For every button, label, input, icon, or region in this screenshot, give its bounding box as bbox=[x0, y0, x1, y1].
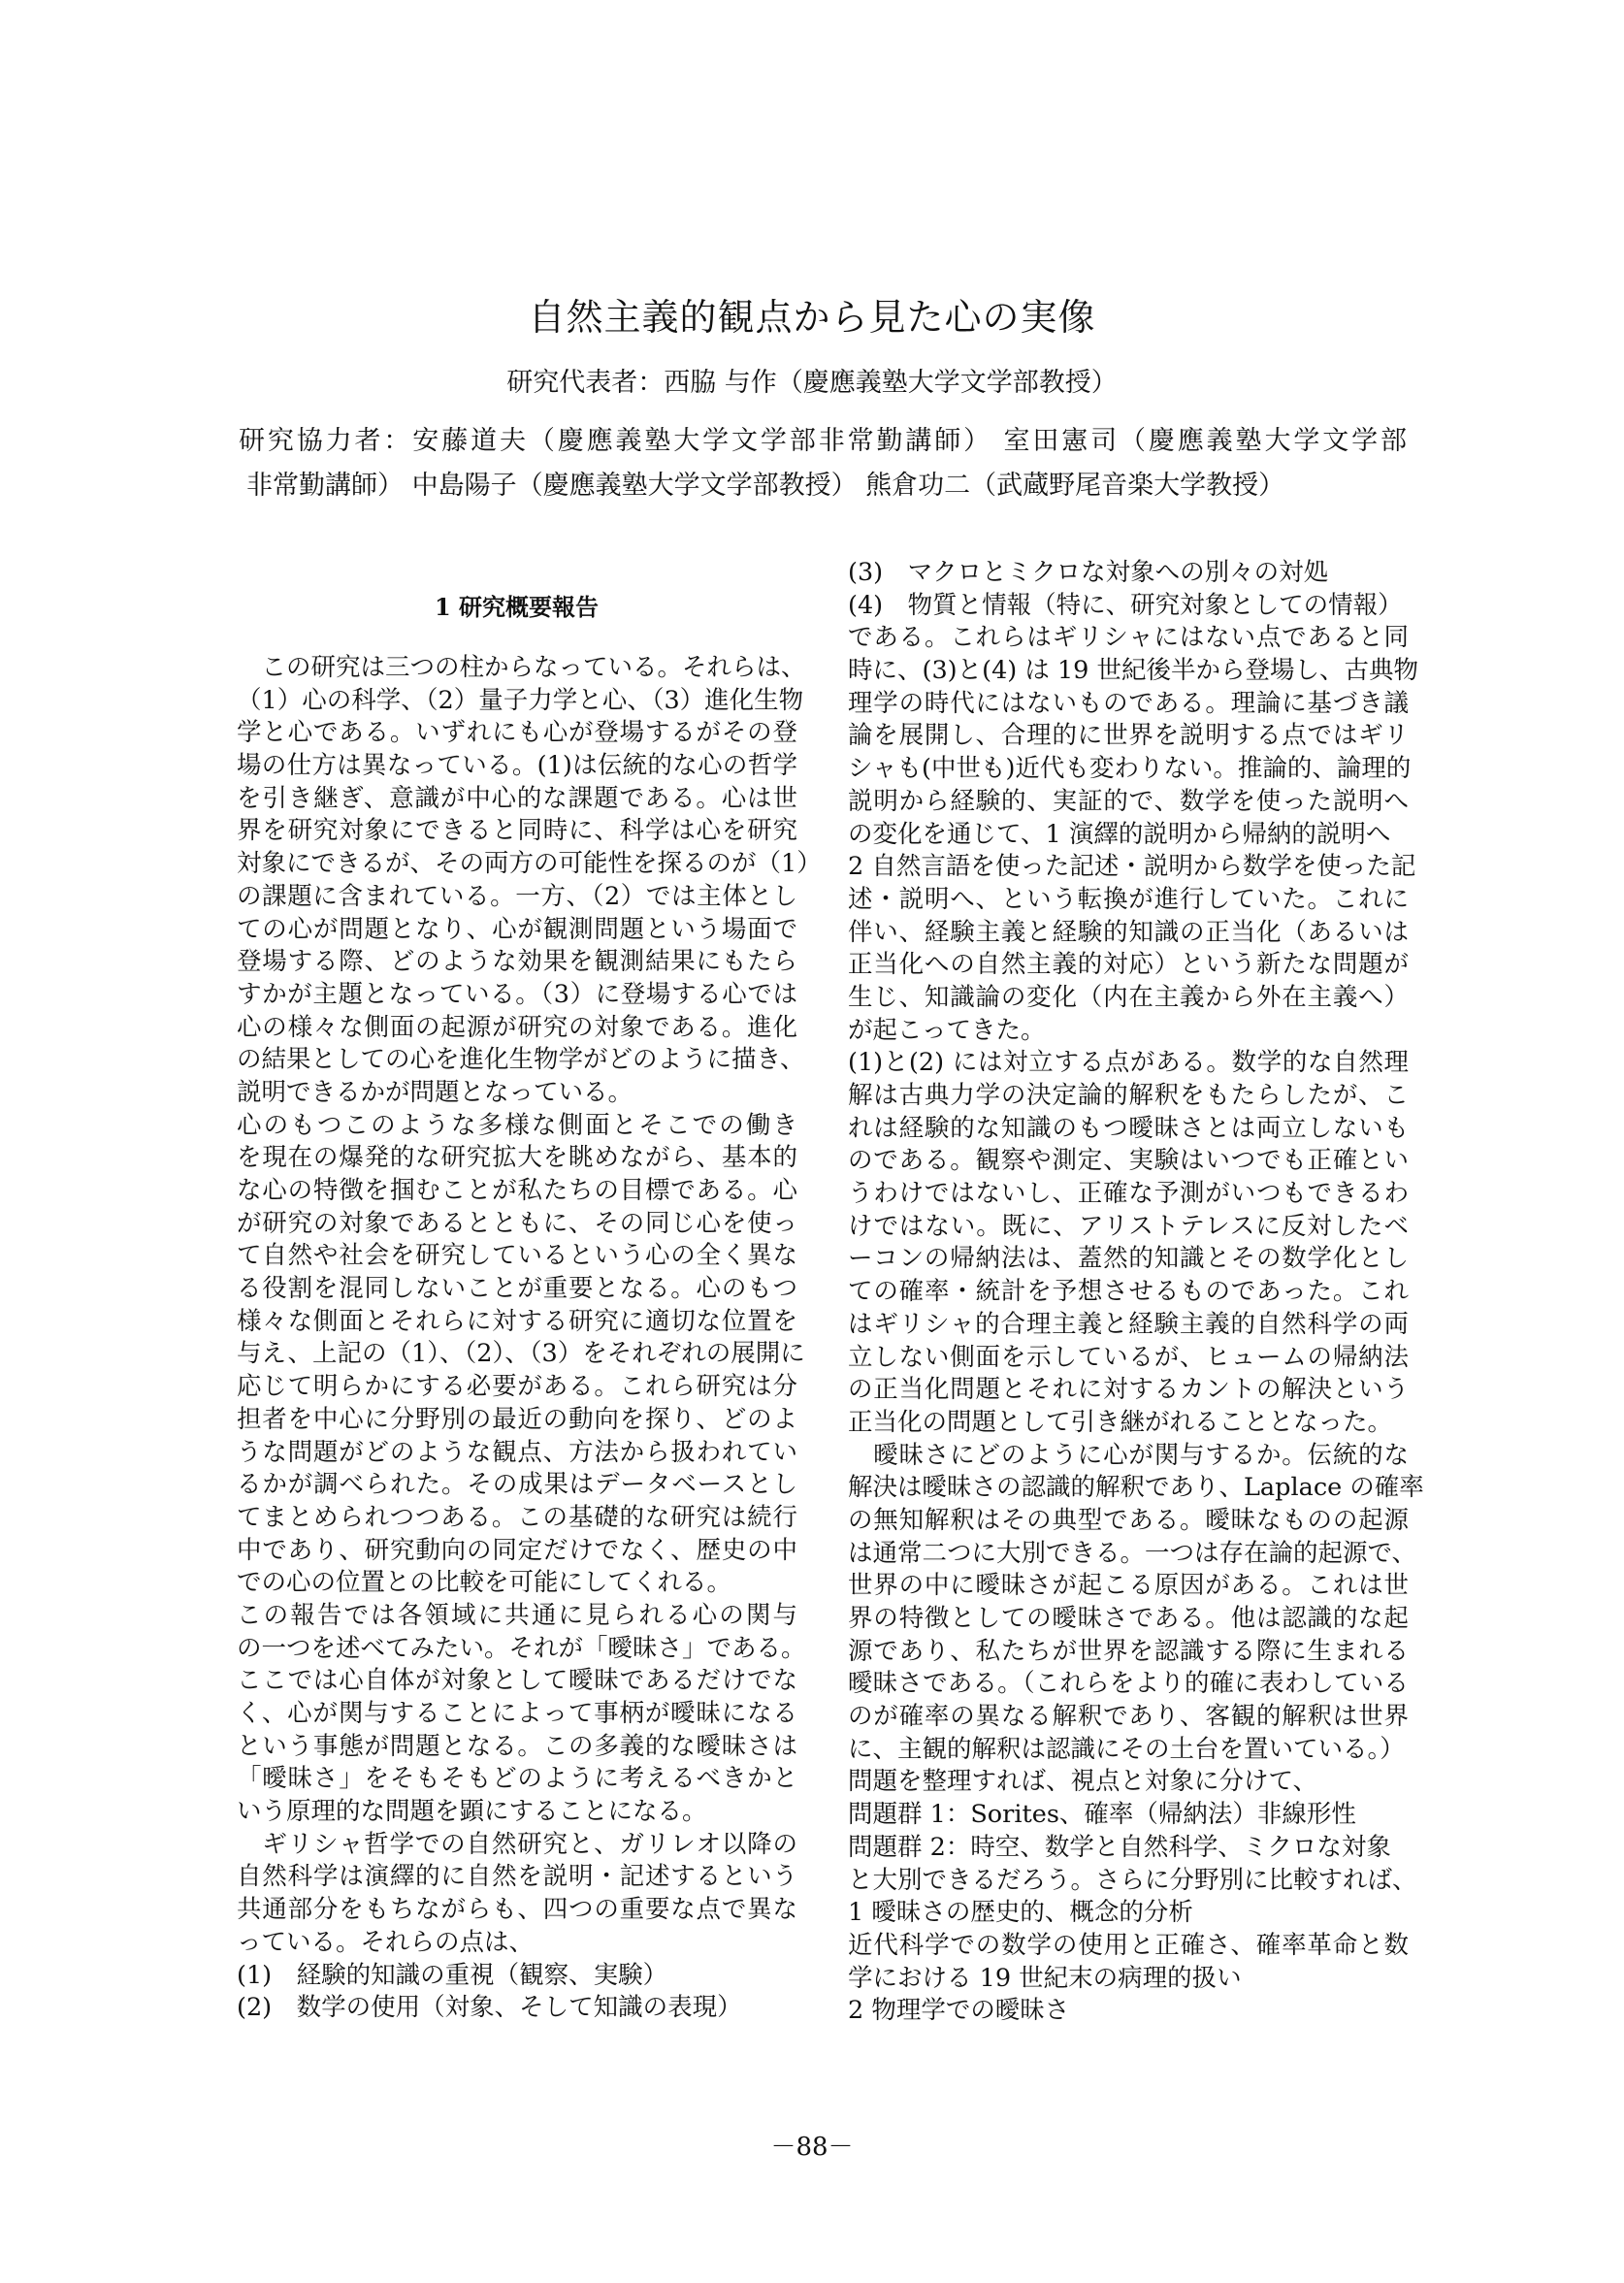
text-line: れは経験的な知識のもつ曖昧さとは両立しないも bbox=[848, 1113, 1409, 1143]
collaborators-line-1: 研究協力者：安藤道夫（慶應義塾大学文学部非常勤講師） 室田憲司（慶應義塾大学文学部 bbox=[239, 426, 1407, 456]
text-line: の変化を通じて、1 演繹的説明から帰納的説明へ bbox=[848, 819, 1391, 849]
text-line: 1 曖昧さの歴史的、概念的分析 bbox=[848, 1898, 1193, 1928]
text-line: 2 自然言語を使った記述・説明から数学を使った記 bbox=[848, 852, 1416, 882]
text-line: 理学の時代にはないものである。理論に基づき議 bbox=[848, 688, 1409, 718]
text-line: (1)と(2) には対立する点がある。数学的な自然理 bbox=[848, 1048, 1409, 1078]
right-column bbox=[848, 557, 1424, 2028]
text-line: (1) 経験的知識の重視（観察、実験） bbox=[237, 1960, 668, 1990]
text-line: (3) マクロとミクロな対象への別々の対処 bbox=[848, 558, 1329, 587]
text-line: での心の位置との比較を可能にしてくれる。 bbox=[237, 1568, 732, 1598]
text-line: のが確率の異なる解釈であり、客観的解釈は世界 bbox=[848, 1702, 1409, 1732]
text-line: 「曖昧さ」をそもそもどのように考えるべきかと bbox=[237, 1764, 797, 1794]
text-line: 曖昧さである。（これらをより的確に表わしている bbox=[848, 1669, 1409, 1699]
text-line: はギリシャ的合理主義と経験主義的自然科学の両 bbox=[848, 1309, 1409, 1339]
text-line: 論を展開し、合理的に世界を説明する点ではギリ bbox=[848, 721, 1409, 751]
text-line: いう原理的な問題を顕にすることになる。 bbox=[237, 1797, 707, 1827]
text-line: 生じ、知識論の変化（内在主義から外在主義へ） bbox=[848, 982, 1409, 1012]
text-line: に、主観的解釈は認識にその土台を置いている。） bbox=[848, 1734, 1405, 1764]
text-line: うわけではないし、正確な予測がいつもできるわ bbox=[848, 1179, 1409, 1209]
text-line: 近代科学での数学の使用と正確さ、確率革命と数 bbox=[848, 1930, 1409, 1960]
text-line: 心の様々な側面の起源が研究の対象である。進化 bbox=[237, 1012, 797, 1042]
text-line: が起こってきた。 bbox=[848, 1015, 1046, 1045]
text-line: 立しない側面を示しているが、ヒュームの帰納法 bbox=[848, 1342, 1409, 1372]
principal-investigator: 研究代表者：西脇 与作（慶應義塾大学文学部教授） bbox=[506, 368, 1118, 398]
text-line: 源であり、私たちが世界を認識する際に生まれる bbox=[848, 1636, 1409, 1666]
text-line: 場の仕方は異なっている。(1)は伝統的な心の哲学 bbox=[237, 751, 797, 781]
text-line: という事態が問題となる。この多義的な曖昧さは bbox=[237, 1731, 797, 1761]
text-line: ーコンの帰納法は、蓋然的知識とその数学化とし bbox=[848, 1244, 1409, 1274]
text-line: ての心が問題となり、心が観測問題という場面で bbox=[237, 914, 797, 944]
text-line: 与え、上記の（1）、（2）、（3）をそれぞれの展開に bbox=[237, 1339, 805, 1369]
text-line: 界を研究対象にできると同時に、科学は心を研究 bbox=[237, 816, 797, 846]
text-line: 説明から経験的、実証的で、数学を使った説明へ bbox=[848, 786, 1409, 816]
text-line: 解決は曖昧さの認識的解釈であり、Laplace の確率 bbox=[848, 1473, 1424, 1503]
text-line: （1）心の科学、（2）量子力学と心、（3）進化生物 bbox=[237, 685, 804, 715]
text-line: この研究は三つの柱からなっている。それらは、 bbox=[237, 653, 806, 682]
text-line: けではない。既に、アリストテレスに反対したベ bbox=[848, 1211, 1409, 1241]
text-line: 対象にできるが、その両方の可能性を探るのが（1） bbox=[237, 849, 822, 879]
text-line: のである。観察や測定、実験はいつでも正確とい bbox=[848, 1146, 1409, 1176]
text-line: 時に、(3)と(4) は 19 世紀後半から登場し、古典物 bbox=[848, 656, 1419, 686]
text-line: (4) 物質と情報（特に、研究対象としての情報） bbox=[848, 590, 1403, 620]
text-line: が研究の対象であるとともに、その同じ心を使っ bbox=[237, 1208, 797, 1238]
text-line: 共通部分をもちながらも、四つの重要な点で異な bbox=[237, 1895, 797, 1925]
collaborators-line-2: 非常勤講師） 中島陽子（慶應義塾大学文学部教授） 熊倉功二（武蔵野尾音楽大学教授） bbox=[246, 471, 1285, 501]
text-line: てまとめられつつある。この基礎的な研究は続行 bbox=[237, 1502, 797, 1532]
text-line: 応じて明らかにする必要がある。これら研究は分 bbox=[237, 1372, 797, 1402]
text-line: の正当化問題とそれに対するカントの解決という bbox=[848, 1375, 1409, 1405]
text-line: て自然や社会を研究しているという心の全く異な bbox=[237, 1241, 797, 1271]
page-number: －88－ bbox=[770, 2133, 854, 2162]
text-line: と大別できるだろう。さらに分野別に比較すれば、 bbox=[848, 1865, 1417, 1895]
text-line: 学における 19 世紀末の病理的扱い bbox=[848, 1963, 1242, 1993]
text-line: シャも(中世も)近代も変わりない。推論的、論理的 bbox=[848, 754, 1412, 784]
text-line: を引き継ぎ、意識が中心的な課題である。心は世 bbox=[237, 783, 797, 813]
text-line: 問題群 1：Sorites、確率（帰納法）非線形性 bbox=[848, 1800, 1356, 1830]
text-line: く、心が関与することによって事柄が曖昧になる bbox=[237, 1699, 797, 1728]
text-line: (2) 数学の使用（対象、そして知識の表現） bbox=[237, 1993, 742, 2023]
text-line: 問題を整理すれば、視点と対象に分けて、 bbox=[848, 1767, 1317, 1797]
text-line: の一つを述べてみたい。それが「曖昧さ」である。 bbox=[237, 1633, 806, 1663]
text-line: 世界の中に曖昧さが起こる原因がある。これは世 bbox=[848, 1571, 1409, 1601]
left-column bbox=[237, 652, 822, 2025]
text-line: 様々な側面とそれらに対する研究に適切な位置を bbox=[237, 1306, 797, 1336]
text-line: は通常二つに大別できる。一つは存在論的起源で、 bbox=[848, 1538, 1416, 1568]
text-line: 2 物理学での曖昧さ bbox=[848, 1996, 1070, 2026]
text-line: 正当化の問題として引き継がれることとなった。 bbox=[848, 1407, 1393, 1437]
text-line: うな問題がどのような観点、方法から扱われてい bbox=[237, 1437, 797, 1467]
text-line: 登場する際、どのような効果を観測結果にもたら bbox=[237, 947, 797, 977]
text-line: の結果としての心を進化生物学がどのように描き、 bbox=[237, 1045, 805, 1075]
document-title: 自然主義的観点から見た心の実像 bbox=[528, 296, 1096, 339]
section-heading: 1 研究概要報告 bbox=[434, 593, 600, 621]
text-line: ここでは心自体が対象として曖昧であるだけでな bbox=[237, 1666, 797, 1696]
text-line: である。これらはギリシャにはない点であると同 bbox=[848, 623, 1409, 653]
text-line: な心の特徴を掴むことが私たちの目標である。心 bbox=[237, 1176, 797, 1205]
text-line: すかが主題となっている。（3）に登場する心では bbox=[237, 979, 797, 1009]
text-line: の課題に含まれている。一方、（2）では主体とし bbox=[237, 881, 797, 911]
text-line: を現在の爆発的な研究拡大を眺めながら、基本的 bbox=[237, 1143, 797, 1173]
text-line: 説明できるかが問題となっている。 bbox=[237, 1077, 633, 1107]
text-line: っている。それらの点は、 bbox=[237, 1927, 535, 1957]
text-line: 曖昧さにどのように心が関与するか。伝統的な bbox=[848, 1440, 1409, 1470]
text-line: 心のもつこのような多様な側面とそこでの働き bbox=[237, 1110, 797, 1140]
text-line: 問題群 2：時空、数学と自然科学、ミクロな対象 bbox=[848, 1832, 1391, 1862]
text-line: 界の特徴としての曖昧さである。他は認識的な起 bbox=[848, 1604, 1409, 1633]
text-line: この報告では各領域に共通に見られる心の関与 bbox=[237, 1600, 797, 1630]
text-line: 正当化への自然主義的対応）という新たな問題が bbox=[848, 950, 1409, 980]
text-line: 担者を中心に分野別の最近の動向を探り、どのよ bbox=[237, 1404, 797, 1434]
text-line: 伴い、経験主義と経験的知識の正当化（あるいは bbox=[848, 917, 1409, 947]
text-line: 学と心である。いずれにも心が登場するがその登 bbox=[237, 718, 797, 748]
text-line: 中であり、研究動向の同定だけでなく、歴史の中 bbox=[237, 1535, 797, 1565]
text-line: ギリシャ哲学での自然研究と、ガリレオ以降の bbox=[237, 1829, 797, 1859]
text-line: ての確率・統計を予想させるものであった。これ bbox=[848, 1277, 1409, 1307]
text-line: 述・説明へ、という転換が進行していた。これに bbox=[848, 884, 1409, 914]
text-line: 自然科学は演繹的に自然を説明・記述するという bbox=[237, 1862, 797, 1892]
text-line: る役割を混同しないことが重要となる。心のもつ bbox=[237, 1274, 797, 1304]
text-line: の無知解釈はその典型である。曖昧なものの起源 bbox=[848, 1505, 1409, 1535]
text-line: 解は古典力学の決定論的解釈をもたらしたが、こ bbox=[848, 1081, 1409, 1110]
text-line: るかが調べられた。その成果はデータベースとし bbox=[237, 1470, 797, 1500]
